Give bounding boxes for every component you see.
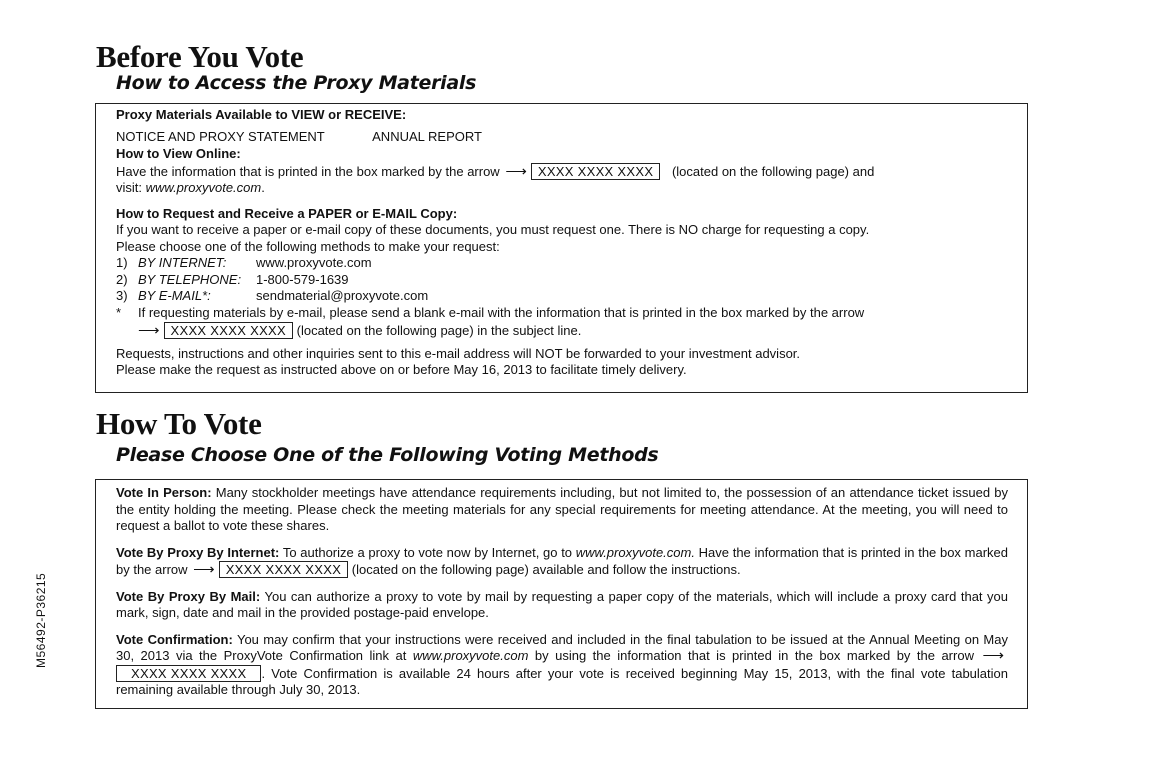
footnote-text: If requesting materials by e-mail, please send a blank e-mail with the information that is printed in the box marked by the arrow	[138, 304, 865, 320]
method-value-link[interactable]: www.proxyvote.com	[256, 255, 372, 270]
request-text-2: Please choose one of the following methods to make your request:	[116, 238, 500, 254]
vote-in-person-label: Vote In Person:	[116, 485, 212, 500]
control-number-box: XXXX XXXX XXXX	[531, 163, 660, 180]
method-row-internet	[116, 255, 1007, 272]
vote-confirmation-text: by using the information that is printed in the box marked by the arrow	[534, 648, 974, 663]
available-heading: Proxy Materials Available to VIEW or RECEIVE:	[116, 107, 407, 122]
vote-mail-text: You can authorize a proxy to vote by mail by requesting a paper copy of the materials, which will include a proxy card that you mark, sign, date and mail in the provided postage-paid envelope.	[116, 588, 1008, 620]
before-you-vote-title: Before You Vote	[96, 39, 304, 74]
email-footnote-line2	[136, 322, 1007, 340]
voting-methods-box	[95, 479, 1028, 709]
footnote-star: *	[116, 304, 122, 320]
footnote-text-2: (located on the following page) in the subject line.	[296, 323, 582, 338]
method-number: 3)	[116, 288, 128, 303]
request-copy-heading: How to Request and Receive a PAPER or E-MAIL Copy:	[116, 205, 458, 221]
vote-confirmation-text: You may confirm that your instructions were received and included in the final tabulation to be issued at the Annual Meeting on May 30, 2013 via the ProxyVote Confirmation link at	[116, 631, 1008, 663]
method-name: BY INTERNET:	[138, 255, 227, 270]
control-number-box: XXXX XXXX XXXX	[116, 665, 261, 682]
vote-confirmation	[116, 632, 1008, 699]
access-materials-subtitle: How to Access the Proxy Materials	[116, 72, 477, 94]
method-value-phone: 1-800-579-1639	[256, 271, 349, 287]
email-footnote	[116, 305, 1007, 322]
method-row-telephone	[116, 272, 1007, 289]
view-text-part: Have the information that is printed in the box marked by the arrow	[116, 163, 500, 179]
view-online-heading: How to View Online:	[116, 146, 241, 161]
vote-confirmation-text: . Vote Confirmation is available 24 hours after your vote is received beginning May 15, 2013, with the final vote tabulation remaining available through July 30, 2013.	[116, 665, 1008, 697]
arrow-right-icon: ⟶	[138, 322, 160, 339]
vote-internet-label: Vote By Proxy By Internet:	[116, 544, 280, 560]
proxyvote-link[interactable]: www.proxyvote.com	[145, 180, 262, 195]
view-text-part: (located on the following page) and	[671, 163, 875, 179]
request-text-1: If you want to receive a paper or e-mail copy of these documents, you must request one. There is NO charge for requesting a copy.	[116, 222, 870, 237]
vote-in-person-text: Many stockholder meetings have attendance requirements including, but not limited to, the possession of an attendance ticket issued by the entity holding the meeting. Please check the meeting materials for any special requirements for meeting attendance. At the meeting, you will need to request a ballot to vote these shares.	[116, 485, 1008, 533]
control-number-box: XXXX XXXX XXXX	[164, 322, 293, 339]
doc-annual-report: ANNUAL REPORT	[372, 128, 482, 144]
control-number-box: XXXX XXXX XXXX	[219, 561, 348, 578]
voting-methods-subtitle: Please Choose One of the Following Voting Methods	[116, 444, 659, 466]
arrow-right-icon: ⟶	[505, 162, 527, 180]
document-code: M56492-P36215	[34, 572, 48, 668]
request-deadline: Please make the request as instructed above on or before May 16, 2013 to facilitate timely delivery.	[116, 362, 687, 377]
vote-mail-label: Vote By Proxy By Mail:	[116, 588, 261, 604]
arrow-right-icon: ⟶	[982, 647, 1004, 664]
vote-by-internet	[116, 545, 1008, 579]
vote-by-mail	[116, 589, 1008, 622]
doc-notice-proxy: NOTICE AND PROXY STATEMENT	[116, 128, 325, 144]
how-to-vote-title: How To Vote	[96, 406, 262, 441]
method-name: BY E-MAIL*:	[138, 288, 211, 303]
view-text-period: .	[261, 180, 265, 195]
vote-internet-text: (located on the following page) available and follow the instructions.	[351, 562, 741, 577]
method-number: 1)	[116, 255, 128, 270]
access-materials-box	[95, 103, 1028, 393]
documents-row	[116, 129, 1007, 146]
vote-internet-text: Have the information that is printed in the box marked by the arrow	[116, 544, 1008, 577]
method-number: 2)	[116, 271, 128, 287]
vote-confirmation-label: Vote Confirmation:	[116, 631, 233, 647]
view-text-part: visit:	[116, 180, 142, 195]
forwarding-notice: Requests, instructions and other inquiries sent to this e-mail address will NOT be forwarded to your investment advisor.	[116, 345, 801, 361]
vote-internet-text: To authorize a proxy to vote now by Internet, go to	[282, 544, 573, 560]
method-row-email	[116, 288, 1007, 305]
request-methods-list	[116, 255, 1007, 305]
arrow-right-icon: ⟶	[193, 561, 215, 578]
method-name: BY TELEPHONE:	[138, 271, 242, 287]
proxyvote-link[interactable]: www.proxyvote.com	[412, 648, 529, 663]
vote-in-person	[116, 485, 1008, 535]
method-value-email[interactable]: sendmaterial@proxyvote.com	[256, 288, 429, 303]
proxyvote-link[interactable]: www.proxyvote.com.	[575, 544, 695, 560]
view-online-text	[116, 163, 1007, 197]
